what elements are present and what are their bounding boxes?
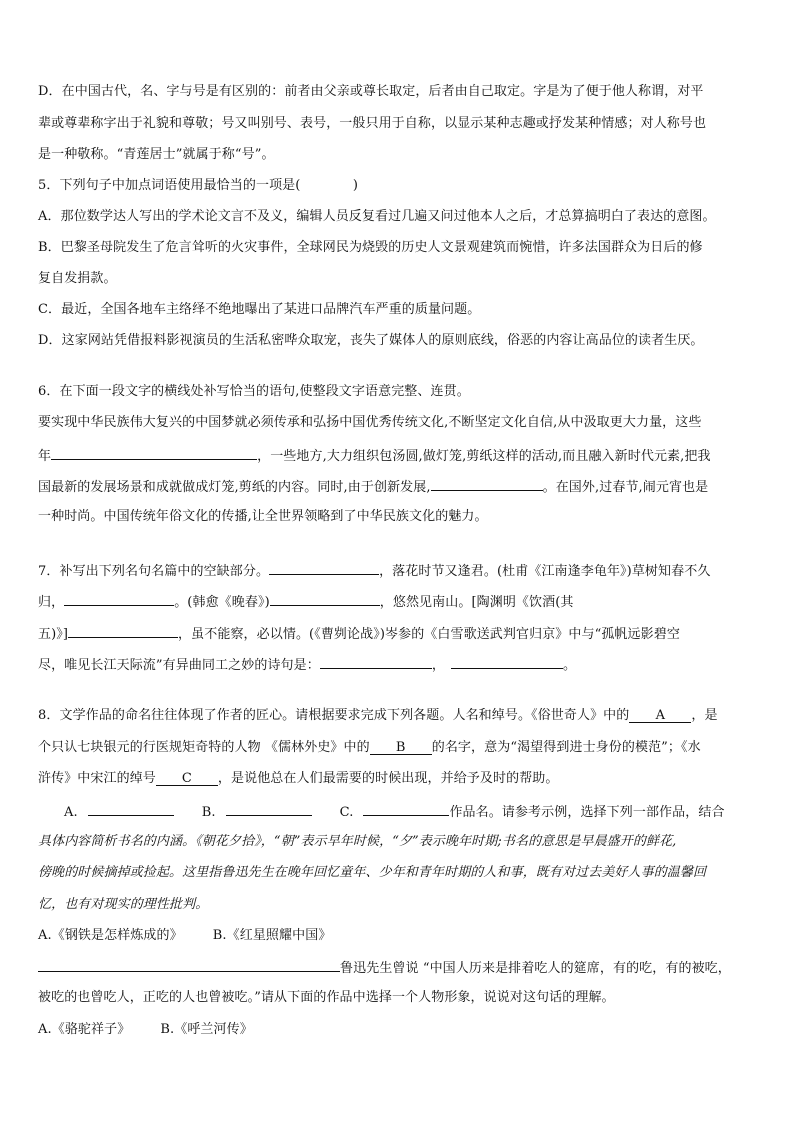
- q4-option-d-line2: 辈或尊辈称字出于礼貌和尊敬；号又叫别号、表号，一般只用于自称，以显示某种志趣或抒发某种情感；对人称号也: [38, 116, 707, 131]
- q8-answer-label-c: C.: [339, 805, 354, 820]
- q8-stem: 8．文学作品的命名往往体现了作者的匠心。请根据要求完成下列各题。人名和绰号。《俗世奇人》中的: [38, 708, 630, 723]
- q7-blank-5[interactable]: [320, 656, 432, 669]
- q8-answer-line: [64, 803, 725, 821]
- q7-line4: [38, 656, 576, 674]
- q7-stem: 7．补写出下列名句名篇中的空缺部分。: [38, 564, 270, 579]
- q7-blank-4[interactable]: [68, 625, 178, 638]
- q8-option-a-novel: A.《骆驼祥子》: [38, 1022, 131, 1037]
- q6-stem: 6．在下面一段文字的横线处补写恰当的语句,使整段文字语意完整、连贯。: [38, 384, 470, 399]
- q6-line3: [38, 478, 708, 496]
- q8-answer-label-b: B.: [201, 805, 216, 820]
- q7-line2: [38, 593, 574, 611]
- q7-blank-1[interactable]: [269, 562, 379, 575]
- q5-option-b-line1: B．巴黎圣母院发生了危言耸听的火灾事件，全球网民为烧毁的历史人文景观建筑而惋惜，许多法国群众为日后的修: [38, 240, 703, 255]
- q8-luxun-quote: 鲁迅先生曾说 “中国人历来是排着吃人的筵席，有的吃，有的被吃，: [340, 961, 731, 976]
- q8-line1-end: ，是: [691, 708, 718, 723]
- q5-stem: 5．下列句子中加点词语使用最恰当的一项是( ): [38, 178, 359, 193]
- q7-line1-text: ，落花时节又逢君。(杜甫《江南逢李龟年》)草树知春不久: [379, 564, 711, 579]
- q5-option-b-line2: 复自发捐款。: [38, 271, 117, 286]
- q8-option-b-book: B.《红星照耀中国》: [212, 928, 332, 943]
- q8-line3-start: 浒传》中宋江的绰号: [38, 771, 156, 786]
- q6-line2-end: ，一些地方,大力组织包汤圆,做灯笼,剪纸这样的活动,而且融入新时代元素,把我: [257, 449, 711, 464]
- q6-line3-start: 国最新的发展场景和成就做成灯笼,剪纸的内容。同时,由于创新发展,: [38, 480, 431, 495]
- q6-answer-blank-2[interactable]: [431, 478, 543, 491]
- q6-line3-end: 。在国外,过春节,闹元宵也是: [542, 480, 709, 495]
- q8-options-2: [38, 1022, 253, 1038]
- q8-luxun-line1: [38, 959, 731, 977]
- q7-line4-comma: ，: [431, 658, 445, 673]
- q7-blank-3[interactable]: [270, 593, 380, 606]
- q4-option-d-line3: 是一种敬称。“青莲居士”就属于称“号”。: [38, 147, 275, 162]
- q8-answer-blank-c[interactable]: [363, 803, 449, 816]
- q8-line2-start: 个只认七块银元的行医规矩奇特的人物 《儒林外史》中的: [38, 740, 370, 755]
- q7-line3-end: ，虽不能察，必以情。(《曹刿论战》)岑参的《白雪歌送武判官归京》中与“孤帆远影碧空: [178, 627, 680, 642]
- q7-line2-end: ，悠然见南山。[陶渊明《饮酒(其: [379, 595, 574, 610]
- q8-options-1: [38, 928, 331, 944]
- q8-example-line1: 具体内容简析书名的内涵。《朝花夕拾》，“朝”表示早年时候，“夕”表示晚年时期;书名的意思是早晨盛开的鲜花,: [38, 834, 677, 849]
- q6-line2-start: 年: [38, 449, 52, 464]
- q8-example-line3: 忆，也有对现实的理性批判。: [38, 897, 209, 912]
- q6-line4: 一种时尚。中国传统年俗文化的传播,让全世界领略到了中华民族文化的魅力。: [38, 509, 488, 524]
- q8-answer-blank-long[interactable]: [38, 959, 340, 972]
- q8-blank-a[interactable]: A: [629, 708, 691, 723]
- q7-line2-mid: 。(韩愈《晚春》): [174, 595, 270, 610]
- q6-line2: [38, 447, 711, 465]
- q6-line1: 要实现中华民族伟大复兴的中国梦就必须传承和弘扬中国优秀传统文化,不断坚定文化自信,从中汲取更大力量，这些: [38, 415, 702, 430]
- q8-answer-blank-b[interactable]: [226, 803, 312, 816]
- q8-option-a-book: A.《钢铁是怎样炼成的》: [38, 928, 183, 943]
- q7-line4-end: 。: [562, 658, 577, 673]
- q8-luxun-line2: 被吃的也曾吃人，正吃的人也曾被吃。”请从下面的作品中选择一个人物形象，说说对这句话的理解。: [38, 990, 615, 1005]
- q7-line3: [38, 625, 680, 643]
- q8-line3-end: ，是说他总在人们最需要的时候出现，并给予及时的帮助。: [217, 771, 559, 786]
- q7-line3-start: 五)》]: [38, 627, 69, 642]
- q8-title-task: 作品名。请参考示例，选择下列一部作品，结合: [449, 805, 725, 820]
- q8-line3: [38, 771, 559, 787]
- q8-line2-end: 的名字，意为“渴望得到进士身份的模范”；《水: [431, 740, 701, 755]
- q5-option-c: C．最近，全国各地车主络绎不绝地曝出了某进口品牌汽车严重的质量问题。: [38, 302, 481, 317]
- q7-blank-6[interactable]: [451, 656, 563, 669]
- q8-answer-blank-a[interactable]: [88, 803, 174, 816]
- q4-option-d-line1: D．在中国古代，名、字与号是有区别的：前者由父亲或尊长取定，后者由自己取定。字是为了便于他人称谓，对平: [38, 84, 704, 99]
- q8-answer-label-a: A.: [64, 805, 78, 820]
- q7-line4-start: 尽，唯见长江天际流”有异曲同工之妙的诗句是：: [38, 658, 320, 673]
- q8-line1: [38, 708, 718, 724]
- q8-blank-b[interactable]: B: [370, 740, 432, 755]
- q8-option-b-novel: B.《呼兰河传》: [160, 1022, 253, 1037]
- q7-blank-2[interactable]: [64, 593, 174, 606]
- q7-line1: [38, 562, 710, 580]
- q7-line2-start: 归，: [38, 595, 65, 610]
- q8-blank-c[interactable]: C: [156, 771, 218, 786]
- q5-option-d: D．这家网站凭借报料影视演员的生活私密哗众取宠，丧失了媒体人的原则底线，俗恶的内容让高品位的读者生厌。: [38, 333, 704, 348]
- q8-example-line2: 傍晚的时候摘掉或捡起。这里指鲁迅先生在晚年回忆童年、少年和青年时期的人和事，既有对过去美好人事的温馨回: [38, 865, 707, 880]
- q5-option-a: A．那位数学达人写出的学术论文言不及义，编辑人员反复看过几遍又问过他本人之后，才总算搞明白了表达的意图。: [38, 209, 716, 224]
- q8-line2: [38, 740, 701, 756]
- q6-answer-blank-1[interactable]: [51, 447, 257, 460]
